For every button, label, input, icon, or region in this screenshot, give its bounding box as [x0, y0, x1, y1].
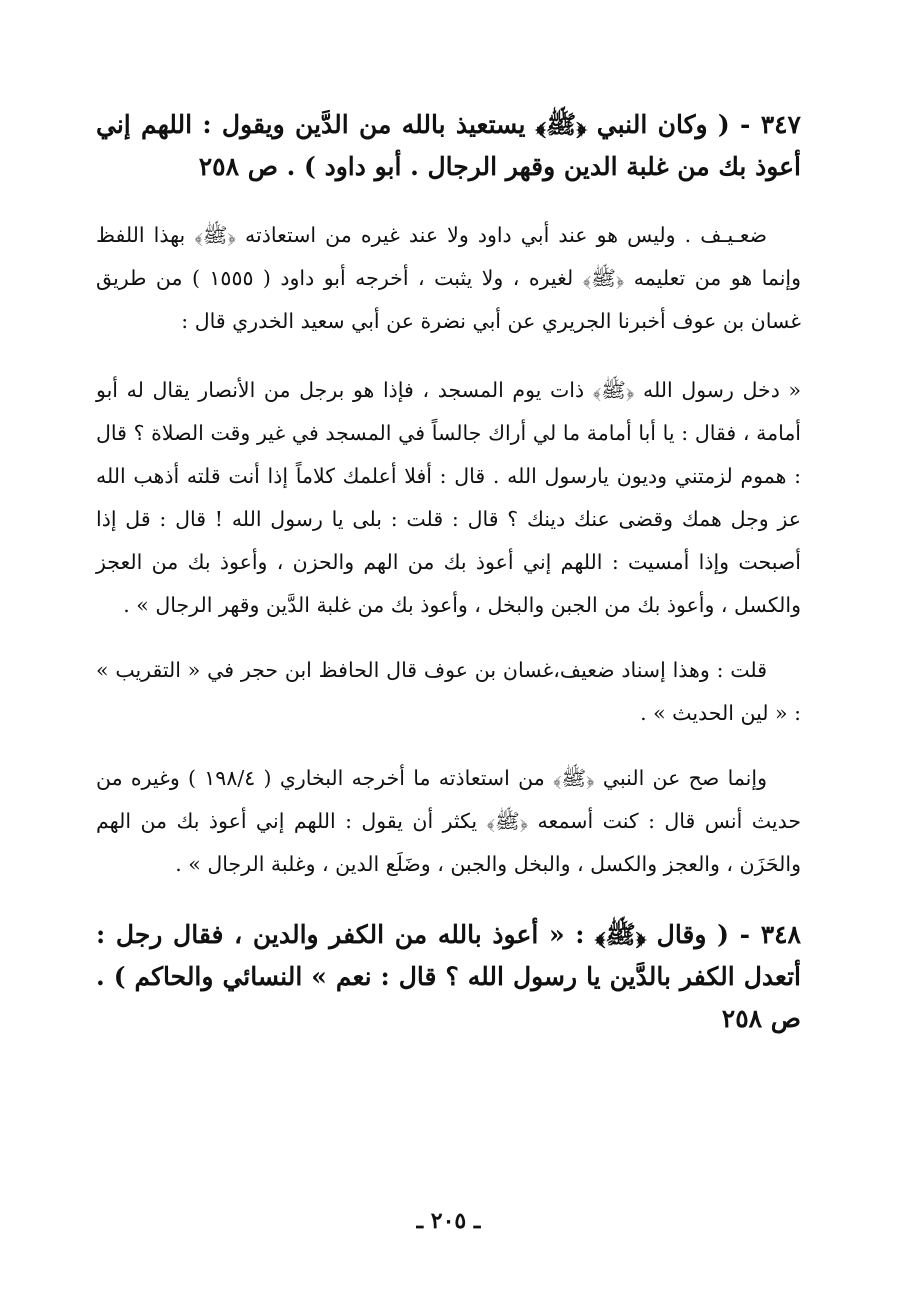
page-number: ـ ٢٠٥ ـ	[416, 1208, 481, 1234]
hadith-entry-348	[96, 914, 801, 1040]
commentary-paragraph-1: ضعـيـف . وليس هو عند أبي داود ولا عند غيره من استعاذته ﴿ﷺ﴾ بهذا اللفظ وإنما هو من تعليمه ﴿ﷺ﴾ لغيره ، ولا يثبت ، أخرجه أبو داود ( ١٥٥٥ ) من طريق غسان بن عوف أخبرنا الجريري عن أبي نضرة عن أبي سعيد الخدري قال :	[96, 223, 802, 333]
hadith-entry-347	[96, 104, 801, 188]
commentary-paragraph-4: وإنما صح عن النبي ﴿ﷺ﴾ من استعاذته ما أخرجه البخاري ( ١٩٨/٤ ) وغيره من حديث أنس قال : كنت أسمعه ﴿ﷺ﴾ يكثر أن يقول : اللهم إني أعوذ بك من الهم والحَزَن ، والعجز والكسل ، والبخل والجبن ، وضَلَع الدين ، وغلبة الرجال » .	[96, 766, 801, 876]
commentary-paragraph-2: « دخل رسول الله ﴿ﷺ﴾ ذات يوم المسجد ، فإذا هو برجل من الأنصار يقال له أبو أمامة ، فقال : يا أبا أمامة ما لي أراك جالساً في المسجد في غير وقت الصلاة ؟ قال : هموم لزمتني وديون يارسول الله . قال : أفلا أعلمك كلاماً إذا أنت قلته أذهب الله عز وجل همك وقضى عنك دينك ؟ قال : قلت : بلى يا رسول الله ! قال : قل إذا أصبحت وإذا أمسيت : اللهم إني أعوذ بك من الهم والحزن ، وأعوذ بك من العجز والكسل ، وأعوذ بك من الجبن والبخل ، وأعوذ بك من غلبة الدَّين وقهر الرجال » .	[96, 378, 801, 617]
hadith-347-text: ٣٤٧ - ( وكان النبي ﴿ﷺ﴾ يستعيذ بالله من الدَّين ويقول : اللهم إني أعوذ بك من غلبة الدين وقهر الرجال . أبو داود ) . ص ٢٥٨	[96, 110, 801, 181]
commentary-347	[96, 214, 801, 886]
commentary-paragraph-3: قلت : وهذا إسناد ضعيف،غسان بن عوف قال الحافظ ابن حجر في « التقريب » : « لين الحديث » .	[96, 658, 801, 725]
hadith-348-text: ٣٤٨ - ( وقال ﴿ﷺ﴾ : « أعوذ بالله من الكفر والدين ، فقال رجل : أتعدل الكفر بالدَّين يا رسول الله ؟ قال : نعم » النسائي والحاكم ) . ص ٢٥٨	[96, 920, 801, 1033]
